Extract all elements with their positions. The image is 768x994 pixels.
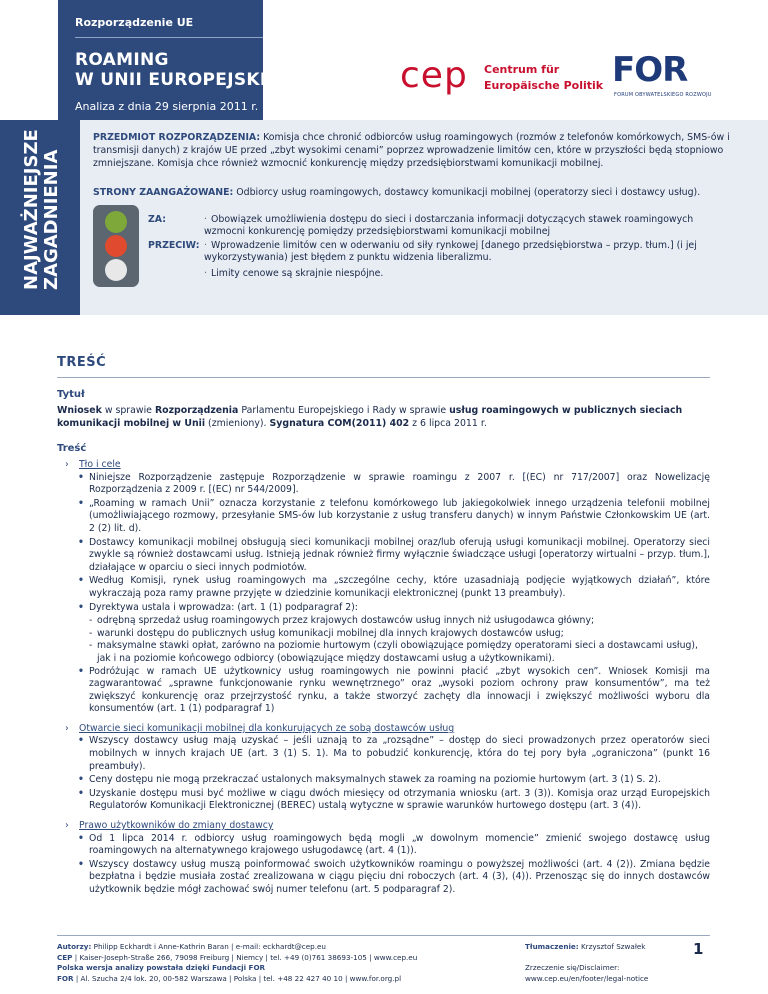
disclaimer-link[interactable]: www.cep.eu/en/footer/legal-notice [525,973,649,983]
list-item: • Od 1 lipca 2014 r. odbiorcy usług roamingowych będą mogli „w dowolnym momencie” zmienić swojego dostawcę usług roamingowych na alternatywnego krajowego usługodawcę (art. 4 (1)). [65,833,710,858]
chevron-right-icon: › [65,820,69,832]
title-heading: Tytuł [57,389,85,400]
con-item-1: · Wprowadzenie limitów cen w oderwaniu od siły rynkowej [danego przedsiębiorstwa – przyp. tłum.] (i jej wykorzystywania) jest błędem z punktu widzenia liberalizmu. [204,240,697,263]
con-item-1-text: Wprowadzenie limitów cen w oderwaniu od siły rynkowej [danego przedsiębiorstwa – przyp. tłum.] (i jej wykorzystywania) jest błędem z punktu widzenia liberalizmu. [204,240,697,263]
group-switch-provider [65,820,710,897]
footer-rule [57,935,710,936]
parties-paragraph [93,186,753,199]
list-item: • Wszyscy dostawcy usług mają uzyskać – jeśli uznają to za „rozsądne” – dostęp do sieci prowadzonych przez operatorów sieci mobilnych w innych krajach UE (art. 3 (1) S. 1). Ma to pobudzić konkurencję, która do tej pory była „ograniczona” (punkt 16 preambuły). [65,735,710,773]
title-t5: usług roamingowych w publicznych sieciach komunikacji mobilnej w Unii [57,405,683,429]
content-body [65,459,710,904]
pro-item-text: Obowiązek umożliwienia dostępu do sieci i dostarczania informacji dotyczących stawek roamingowych wzmocni konkurencję pomiędzy przedsiębiorstwami komunikacji mobilnej [204,214,694,237]
list-item: • „Roaming w ramach Unii” oznacza korzystanie z telefonu komórkowego lub jakiegokolwiek innego urządzenia telefonii mobilnej (umożliwiającego rozmowy, przesyłanie SMS-ów lub korzystanie z usług transferu danych) w innym Państwie Członkowskim UE (art. 2 (2) lit. d). [65,498,710,536]
footer-for-line [57,963,477,974]
header-label: Rozporządzenie UE [75,16,194,29]
list-item: • Według Komisji, rynek usług roamingowych ma „szczególne cechy, które uzasadniają podjęcie wyjątkowych działań”, które wykraczają poza ramy prawne przyjęte w dziedzinie komunikacji elektronicznej (punkt 13 preambuły). [65,575,710,600]
cep-name-line-1: Centrum für [484,63,560,76]
analysis-date: Analiza z dnia 29 sierpnia 2011 r. [75,100,259,113]
key-issues-vertical-label [20,129,70,290]
title-t3: Rozporządzenia [154,405,239,416]
group-heading: Otwarcie sieci komunikacji mobilnej dla konkurujących ze sobą dostawców usług [79,722,455,734]
cep-text: | Kaiser-Joseph-Straße 266, 79098 Freiburg | Niemcy | tel. +49 (0)761 38693-105 | www.cep.eu [72,952,418,962]
translator-label: Tłumaczenie: [525,942,579,951]
translator-text: Krzysztof Szwałek [578,942,646,951]
pro-item: · Obowiązek umożliwienia dostępu do sieci i dostarczania informacji dotyczących stawek roamingowych wzmocni konkurencję pomiędzy przedsiębiorstwami komunikacji mobilnej [204,214,694,237]
group-heading: Prawo użytkowników do zmiany dostawcy [79,820,274,832]
con-label: PRZECIW: [148,240,200,251]
subject-label: PRZEDMIOT ROZPORZĄDZENIA: [93,132,261,143]
sub-list-item: - warunki dostępu do publicznych usług komunikacji mobilnej dla innych krajowych dostawców usług; [65,628,710,641]
cep-name [484,62,603,94]
section-title: TREŚĆ [57,355,107,370]
title-t7: Sygnatura COM(2011) 402 [269,418,410,429]
authors-text: Philipp Eckhardt i Anne-Kathrin Baran | e-mail: eckhardt@cep.eu [91,942,326,951]
for-line: Polska wersja analizy powstała dzięki Fundacji FOR [57,963,266,972]
footer-authors [57,942,477,953]
authors-label: Autorzy: [57,942,92,951]
title-line-2: W UNII EUROPEJSKIEJ [75,70,286,90]
parties-text: Odbiorcy usług roamingowych, dostawcy komunikacji mobilnej (operatorzy sieci i dostawcy usług). [236,187,701,198]
pro-label: ZA: [148,214,166,225]
body-heading: Treść [57,443,87,454]
list-item: • Dyrektywa ustala i wprowadza: (art. 1 (1) podparagraf 2): [65,602,710,615]
subject-paragraph [93,131,753,170]
title-line-1: ROAMING [75,50,169,70]
for-text: | Al. Szucha 2/4 lok. 20, 00-582 Warszawa | Polska | tel. +48 22 427 40 10 | www.for.org.pl [73,973,402,983]
sidebar-line-1: NAJWAŻNIEJSZE [21,129,42,290]
footer-left [57,942,477,984]
document-title [75,50,285,90]
for-logo: FOR [612,50,688,90]
cep-name-line-2: Europäische Politik [484,79,604,92]
sub-list-item: - maksymalne stawki opłat, zarówno na poziomie hurtowym (czyli obowiązujące pomiędzy operatorami sieci a dostawcami usług), jak i na poziomie końcowego odbiorcy (obowiązujące między dostawcami usług a użytkownikami). [65,640,710,665]
sub-list-item: - odrębną sprzedaż usług roamingowych przez krajowych dostawców usług innych niż usługodawca główny; [65,615,710,628]
page-number: 1 [693,940,704,958]
list-item: • Podróżując w ramach UE użytkownicy usług roamingowych nie powinni płacić „zbyt wysokich cen”. Wniosek Komisji ma zagwarantować „sprawne funkcjonowanie rynku wewnętrznego” oraz „wysoki poziom ochrony praw konsumentów”, ma też zwiększyć konkurencję oraz przejrzystość rynku, a także stworzyć zachęty dla innowacji i zwiększyć możliwości wyboru dla konsumentów (art. 1 (1) podparagraf 1) [65,666,710,716]
footer-cep [57,953,477,964]
green-lamp-icon [105,211,127,233]
disclaimer-line-1: Zrzeczenie się/Disclaimer: [525,963,620,972]
footer-translator [525,942,685,953]
subject-text: Komisja chce chronić odbiorców usług roamingowych (rozmów z telefonów komórkowych, SMS-ów i transmisji danych) z krajów UE przed „zbyt wysokimi cenami” poprzez wprowadzenie limitów cen, które w przyszłości będą stopniowo zmniejszane. Komisja chce również wzmocnić konkurencję między przedsiębiorstwami komunikacji mobilnej. [93,132,730,169]
header-rule [75,37,263,38]
chevron-right-icon: › [65,722,69,734]
parties-label: STRONY ZAANGAŻOWANE: [93,187,234,198]
white-lamp-icon [105,259,127,281]
list-item: • Uzyskanie dostępu musi być możliwe w ciągu dwóch miesięcy od otrzymania wniosku (art. 3 (3)). Komisja oraz urząd Europejskich Regulatorów Komunikacji Elektronicznej (BEREC) ustalą wytyczne w sprawie warunków hurtowego dostępu (art. 3 (4)). [65,788,710,813]
footer-for [57,974,477,985]
group-background [65,459,710,716]
con-item-2-text: Limity cenowe są skrajnie niespójne. [210,268,384,279]
con-item-2: · Limity cenowe są skrajnie niespójne. [204,268,384,279]
title-t4: Parlamentu Europejskiego i Rady w sprawie [238,405,450,416]
list-item: • Ceny dostępu nie mogą przekraczać ustalonych maksymalnych stawek za roaming na poziomie hurtowym (art. 3 (1) S. 2). [65,774,710,787]
sidebar-line-2: ZAGADNIENIA [41,149,62,290]
cep-logo: cep [400,55,468,96]
group-heading: Tło i cele [79,459,121,470]
red-lamp-icon [105,235,127,257]
cep-label: CEP [57,952,73,962]
traffic-light-icon [93,205,139,287]
for-label: FOR [57,973,74,983]
list-item: • Dostawcy komunikacji mobilnej obsługują sieci komunikacji mobilnej oraz/lub oferują usługi komunikacji mobilnej. Operatorzy sieci zwykle są również dostawcami usług. Istnieją jednak również firmy wyłącznie świadczące usługi [operatorzy wirtualni – przyp. tłum.], działające w oparciu o sieci innych podmiotów. [65,537,710,575]
group-network-access [65,723,710,813]
list-item: • Wszyscy dostawcy usług muszą poinformować swoich użytkowników roamingu o powyższej możliwości (art. 4 (2)). Zmiana będzie bezpłatna i będzie musiała zostać zrealizowana w ciągu pięciu dni roboczych (art. 4 (3), (4)). Przenosząc się do innych dostawców użytkownik będzie mógł zachować swój numer telefonu (art. 5 podparagraf 2). [65,859,710,897]
for-logo-subtitle: FORUM OBYWATELSKIEGO ROZWOJU [614,92,712,98]
title-text [57,404,710,430]
chevron-right-icon: › [65,459,69,470]
title-t6: (zmieniony). [205,418,270,429]
section-rule [57,377,710,378]
title-t1: Wniosek [57,405,102,416]
title-t8: z 6 lipca 2011 r. [409,418,487,429]
title-t2: w sprawie [101,405,155,416]
footer-right [525,942,685,984]
list-item: • Niniejsze Rozporządzenie zastępuje Rozporządzenie w sprawie roamingu z 2007 r. [(EC) nr 717/2007] oraz Nowelizację Rozporządzenia z 2009 r. [(EC) nr 544/2009]. [65,472,710,497]
